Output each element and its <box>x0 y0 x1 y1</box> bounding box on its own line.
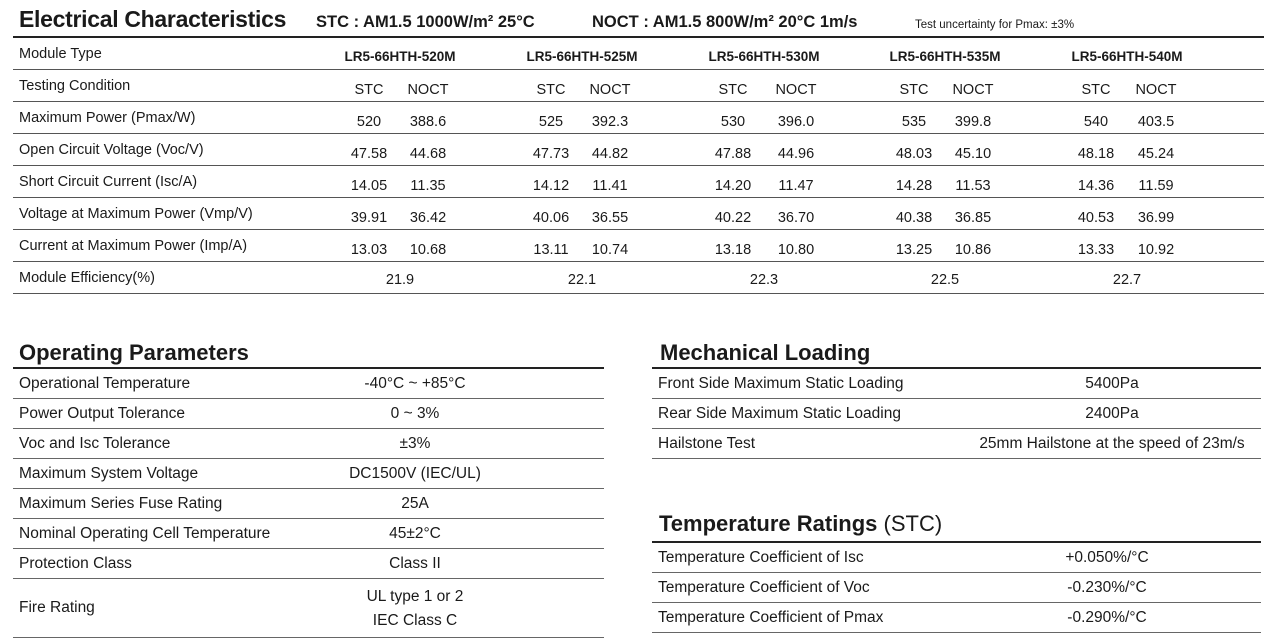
efficiency-value: 22.7 <box>1112 272 1142 288</box>
noct-value: 36.70 <box>777 210 815 226</box>
efficiency-value: 21.9 <box>385 272 415 288</box>
noct-value: 392.3 <box>591 114 629 130</box>
efficiency-value: 22.3 <box>749 272 779 288</box>
stc-value: 40.38 <box>895 210 933 226</box>
param-label: Temperature Coefficient of Pmax <box>658 608 884 626</box>
stc-value: 47.88 <box>714 146 752 162</box>
param-label: Protection Class <box>19 554 132 572</box>
stc-header: STC <box>536 82 566 98</box>
param-label: Temperature Coefficient of Voc <box>658 578 870 596</box>
temperature-ratings-title-suffix: (STC) <box>877 511 943 536</box>
param-label: Power Output Tolerance <box>19 404 186 422</box>
row-module-type <box>13 36 1264 70</box>
param-label: Hailstone Test <box>658 434 756 452</box>
stc-value: 13.03 <box>350 242 388 258</box>
stc-value: 39.91 <box>350 210 388 226</box>
stc-value: 520 <box>356 114 382 130</box>
stc-value: 535 <box>901 114 927 130</box>
noct-value: 45.24 <box>1137 146 1175 162</box>
param-row <box>13 367 604 399</box>
stc-value: 40.06 <box>532 210 570 226</box>
row-testing-condition <box>13 70 1264 102</box>
operating-parameters-title: Operating Parameters <box>19 340 249 365</box>
noct-value: 45.10 <box>954 146 992 162</box>
temperature-ratings-title-text: Temperature Ratings <box>659 511 878 536</box>
param-label: Maximum Series Fuse Rating <box>19 494 223 512</box>
noct-value: 396.0 <box>777 114 815 130</box>
param-row <box>13 579 604 638</box>
electrical-title: Electrical Characteristics <box>19 6 287 32</box>
efficiency-value: 22.5 <box>930 272 960 288</box>
stc-value: 525 <box>538 114 564 130</box>
stc-value: 48.03 <box>895 146 933 162</box>
noct-value: 10.74 <box>591 242 629 258</box>
param-value: 5400Pa <box>1085 374 1139 392</box>
row-label: Module Type <box>19 46 102 62</box>
param-row <box>652 429 1261 459</box>
stc-value: 47.73 <box>532 146 570 162</box>
param-value: -0.290%/°C <box>1067 608 1147 626</box>
row-voc <box>13 134 1264 166</box>
noct-value: 36.42 <box>409 210 447 226</box>
param-value: 0 ~ 3% <box>390 404 440 422</box>
param-value-line: UL type 1 or 2 <box>366 588 464 605</box>
param-value: 25A <box>401 494 429 512</box>
param-label: Temperature Coefficient of Isc <box>658 548 864 566</box>
stc-value: 47.58 <box>350 146 388 162</box>
model-name: LR5-66HTH-520M <box>344 49 456 64</box>
model-name: LR5-66HTH-540M <box>1071 49 1183 64</box>
param-label: Fire Rating <box>19 599 95 616</box>
param-value: DC1500V (IEC/UL) <box>349 464 481 482</box>
noct-value: 10.86 <box>954 242 992 258</box>
noct-header: NOCT <box>775 82 817 98</box>
noct-value: 44.96 <box>777 146 815 162</box>
noct-value: 44.68 <box>409 146 447 162</box>
param-row <box>13 459 604 489</box>
param-value: 2400Pa <box>1085 404 1139 422</box>
row-label: Maximum Power (Pmax/W) <box>19 110 196 126</box>
noct-condition: NOCT : AM1.5 800W/m² 20°C 1m/s <box>592 13 858 31</box>
stc-value: 14.20 <box>714 178 752 194</box>
param-value: 45±2°C <box>389 524 441 542</box>
temperature-ratings-table <box>652 541 1261 633</box>
row-label: Module Efficiency(%) <box>19 270 155 286</box>
mechanical-loading-title: Mechanical Loading <box>660 340 871 365</box>
stc-header: STC <box>1081 82 1111 98</box>
param-label: Nominal Operating Cell Temperature <box>19 524 271 542</box>
stc-value: 40.22 <box>714 210 752 226</box>
stc-value: 530 <box>720 114 746 130</box>
stc-value: 13.33 <box>1077 242 1115 258</box>
param-label: Front Side Maximum Static Loading <box>658 374 904 392</box>
stc-value: 14.05 <box>350 178 388 194</box>
noct-value: 11.47 <box>778 178 814 194</box>
param-row <box>13 549 604 579</box>
electrical-table <box>13 36 1264 294</box>
stc-value: 540 <box>1083 114 1109 130</box>
noct-value: 11.59 <box>1138 178 1174 194</box>
model-name: LR5-66HTH-535M <box>889 49 1001 64</box>
stc-condition: STC : AM1.5 1000W/m² 25°C <box>316 13 535 31</box>
stc-value: 14.36 <box>1077 178 1115 194</box>
param-value: -0.230%/°C <box>1067 578 1147 596</box>
row-label: Testing Condition <box>19 78 131 94</box>
stc-value: 14.28 <box>895 178 933 194</box>
param-row <box>652 541 1261 573</box>
row-isc <box>13 166 1264 198</box>
test-uncertainty-note: Test uncertainty for Pmax: ±3% <box>915 19 1075 31</box>
row-label: Voltage at Maximum Power (Vmp/V) <box>19 206 253 222</box>
param-value: 25mm Hailstone at the speed of 23m/s <box>979 434 1245 452</box>
param-row <box>13 489 604 519</box>
noct-value: 36.99 <box>1137 210 1175 226</box>
operating-parameters-table <box>13 367 604 638</box>
noct-header: NOCT <box>952 82 994 98</box>
noct-value: 11.35 <box>410 178 446 194</box>
row-label: Short Circuit Current (Isc/A) <box>19 174 198 190</box>
noct-value: 11.53 <box>955 178 991 194</box>
stc-value: 13.11 <box>533 242 569 258</box>
param-value-line: IEC Class C <box>372 612 458 629</box>
param-label: Maximum System Voltage <box>19 464 199 482</box>
noct-value: 10.92 <box>1137 242 1175 258</box>
stc-header: STC <box>354 82 384 98</box>
stc-value: 13.25 <box>895 242 933 258</box>
param-row <box>652 573 1261 603</box>
noct-value: 36.55 <box>591 210 629 226</box>
param-label: Operational Temperature <box>19 374 191 392</box>
noct-value: 388.6 <box>409 114 447 130</box>
param-value <box>235 585 595 633</box>
stc-value: 13.18 <box>714 242 752 258</box>
noct-value: 10.80 <box>777 242 815 258</box>
noct-value: 11.41 <box>592 178 628 194</box>
row-label: Current at Maximum Power (Imp/A) <box>19 238 248 254</box>
mechanical-loading-table <box>652 367 1261 459</box>
model-name: LR5-66HTH-525M <box>526 49 638 64</box>
row-efficiency <box>13 262 1264 294</box>
temperature-ratings-title <box>659 511 942 537</box>
param-value: Class II <box>389 554 441 572</box>
row-vmp <box>13 198 1264 230</box>
noct-header: NOCT <box>1135 82 1177 98</box>
param-row <box>13 429 604 459</box>
param-value: -40°C ~ +85°C <box>364 374 466 392</box>
stc-header: STC <box>718 82 748 98</box>
row-pmax <box>13 102 1264 134</box>
stc-value: 48.18 <box>1077 146 1115 162</box>
stc-header: STC <box>899 82 929 98</box>
efficiency-value: 22.1 <box>567 272 597 288</box>
noct-header: NOCT <box>407 82 449 98</box>
param-row <box>13 519 604 549</box>
noct-value: 399.8 <box>954 114 992 130</box>
stc-value: 14.12 <box>532 178 570 194</box>
noct-value: 10.68 <box>409 242 447 258</box>
stc-value: 40.53 <box>1077 210 1115 226</box>
electrical-header <box>19 6 1269 40</box>
param-value: ±3% <box>399 434 431 452</box>
param-row <box>652 367 1261 399</box>
noct-value: 403.5 <box>1137 114 1175 130</box>
param-row <box>13 399 604 429</box>
param-label: Voc and Isc Tolerance <box>19 434 171 452</box>
model-name: LR5-66HTH-530M <box>708 49 820 64</box>
param-value: +0.050%/°C <box>1065 548 1149 566</box>
param-row <box>652 399 1261 429</box>
param-row <box>652 603 1261 633</box>
noct-value: 44.82 <box>591 146 629 162</box>
noct-value: 36.85 <box>954 210 992 226</box>
row-imp <box>13 230 1264 262</box>
param-label: Rear Side Maximum Static Loading <box>658 404 901 422</box>
noct-header: NOCT <box>589 82 631 98</box>
row-label: Open Circuit Voltage (Voc/V) <box>19 142 204 158</box>
